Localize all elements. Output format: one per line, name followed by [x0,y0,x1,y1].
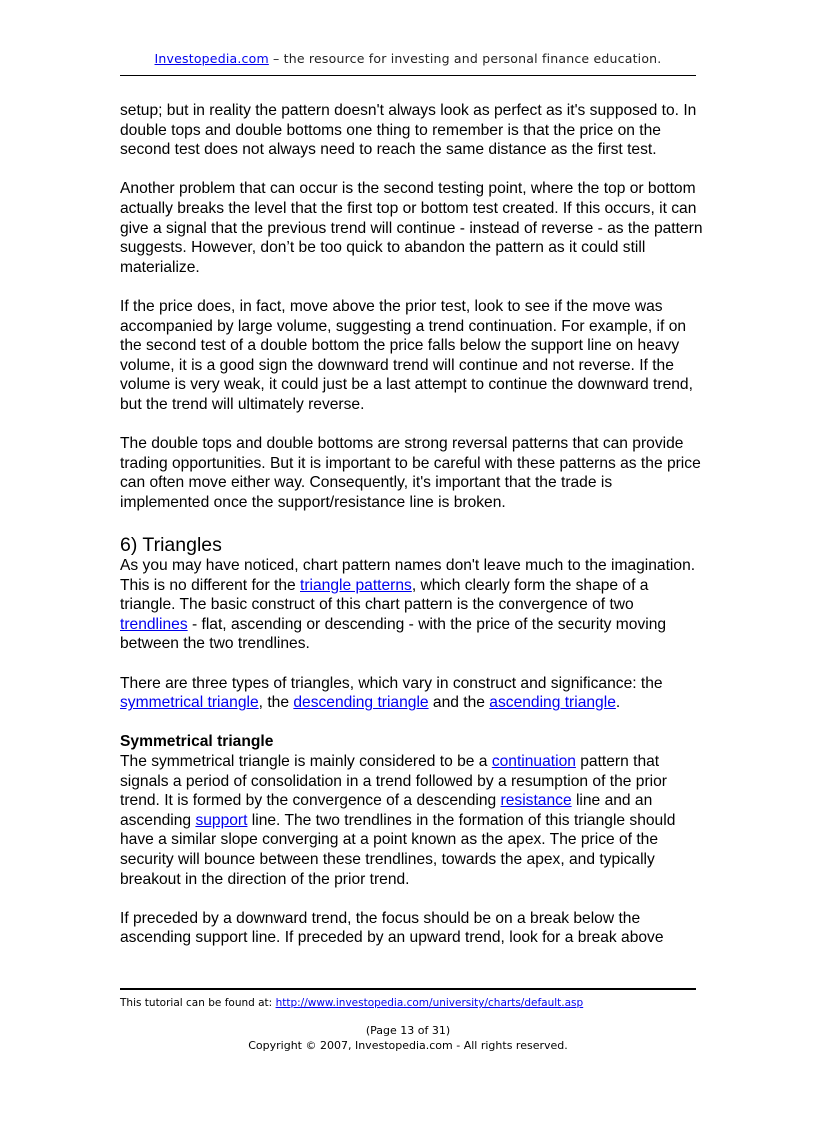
footer-divider [120,988,696,990]
text-run: - flat, ascending or descending - with the price of the security moving between the two trendlines. [120,615,667,653]
page-number: (Page 13 of 31) [365,1024,451,1037]
paragraph: Another problem that can occur is the second testing point, where the top or bottom actually breaks the level that the first top or bottom test created. If this occurs, it can give a signal that the previous trend will continue - instead of reverse - as the pattern suggests. However, don’t be too quick to abandon the pattern as it could still materialize. [120,180,703,276]
text-run: The symmetrical triangle is mainly considered to be a [120,753,492,770]
page-footer [120,1024,696,1053]
subsection-heading: Symmetrical triangle [120,733,274,751]
text-run: As you may have noticed, chart pattern names don't leave much to the imagination. This is no different for the [120,557,696,594]
header-divider [120,75,696,76]
link-support[interactable]: support [195,811,248,829]
footer-tutorial-line [120,997,720,1009]
paragraph: If preceded by a downward trend, the focus should be on a break below the ascending support line. If preceded by an upward trend, look for a break above [120,909,664,947]
link-ascending-triangle[interactable]: ascending triangle [489,694,616,712]
paragraph: The double tops and double bottoms are strong reversal patterns that can provide trading opportunities. But it is important to be careful with these patterns as the price can often move either way. Consequently, it's important that the trade is implemented once the support/resistance line is broken. [120,435,701,511]
footer-tutorial-link[interactable]: http://www.investopedia.com/university/charts/default.asp [275,997,584,1009]
link-resistance[interactable]: resistance [500,792,572,810]
section-heading: 6) Triangles [120,534,222,557]
text-run: and the [428,694,490,712]
copyright-notice: Copyright © 2007, Investopedia.com - All rights reserved. [248,1038,568,1052]
text-run: line and an ascending [120,792,653,829]
paragraph: If the price does, in fact, move above the prior test, look to see if the move was accompanied by large volume, suggesting a trend continuation. For example, if on the second test of a double bottom the price falls below the support line on heavy volume, it is a good sign the downward trend will continue and not reverse. If the volume is very weak, it could just be a last attempt to continue the downward trend, but the trend will ultimately reverse. [120,297,693,413]
paragraph [120,674,705,713]
link-symmetrical-triangle[interactable]: symmetrical triangle [120,694,259,712]
link-triangle-patterns[interactable]: triangle patterns [300,576,412,594]
page-body [120,101,705,968]
text-run: pattern that signals a period of consolidation in a trend followed by a resumption of the prior trend. It is formed by the convergence of a descending [120,753,667,810]
paragraph [120,556,705,654]
footer-label: This tutorial can be found at: [120,997,276,1009]
text-run: , which clearly form the shape of a triangle. The basic construct of this chart pattern is the convergence of two [120,576,649,614]
paragraph: setup; but in reality the pattern doesn't always look as perfect as it's supposed to. In double tops and double bottoms one thing to remember is that the price on the second test does not always need to reach the same distance as the first test. [120,102,697,159]
text-run: . [615,694,621,712]
link-trendlines[interactable]: trendlines [120,615,188,633]
text-run: , the [258,694,294,712]
header-tagline: – the resource for investing and personal finance education. [268,51,662,66]
text-run: There are three types of triangles, which vary in construct and significance: the [120,674,663,692]
page-header [120,51,696,66]
text-run: line. The two trendlines in the formation of this triangle should have a similar slope converging at a point known as the apex. The price of the security will bounce between these trendlines, towards the apex, and typically breakout in the direction of the prior trend. [120,811,676,888]
paragraph [120,752,705,889]
link-continuation[interactable]: continuation [491,753,576,770]
site-link[interactable]: Investopedia.com [154,51,269,66]
link-descending-triangle[interactable]: descending triangle [293,694,429,712]
